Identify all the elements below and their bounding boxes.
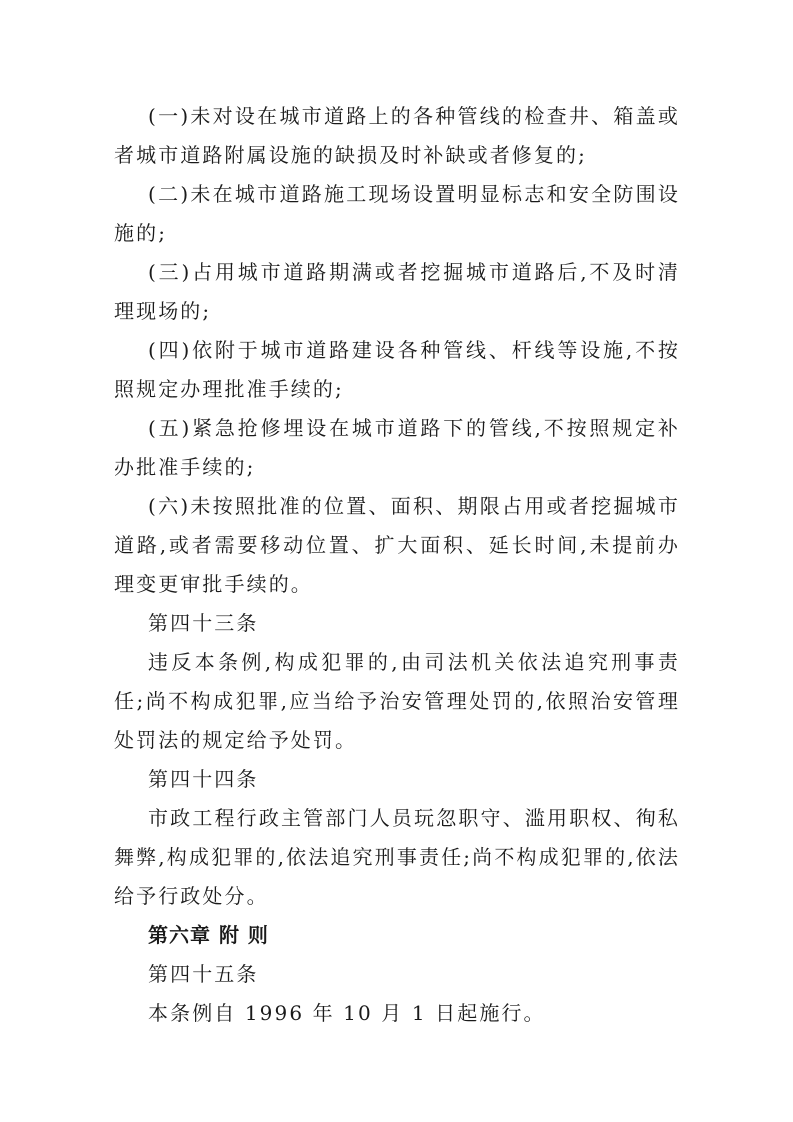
article-44-title: 第四十四条 (148, 767, 259, 791)
list-item-3: (三)占用城市道路期满或者挖掘城市道路后,不及时清理现场的; (114, 260, 680, 323)
article-43-title: 第四十三条 (148, 611, 259, 635)
article-44-body: 市政工程行政主管部门人员玩忽职守、滥用职权、徇私舞弊,构成犯罪的,依法追究刑事责任;尚不构成犯罪的,依法给予行政处分。 (114, 806, 680, 908)
article-45-body: 本条例自 1996 年 10 月 1 日起施行。 (148, 1001, 546, 1025)
document-body (114, 97, 680, 1033)
list-item-2: (二)未在城市道路施工现场设置明显标志和安全防围设施的; (114, 182, 680, 245)
list-item-4: (四)依附于城市道路建设各种管线、杆线等设施,不按照规定办理批准手续的; (114, 338, 680, 401)
article-43-body: 违反本条例,构成犯罪的,由司法机关依法追究刑事责任;尚不构成犯罪,应当给予治安管理处罚的,依照治安管理处罚法的规定给予处罚。 (114, 650, 680, 752)
list-item-6: (六)未按照批准的位置、面积、期限占用或者挖掘城市道路,或者需要移动位置、扩大面积、延长时间,未提前办理变更审批手续的。 (114, 494, 680, 596)
list-item-1: (一)未对设在城市道路上的各种管线的检查井、箱盖或者城市道路附属设施的缺损及时补缺或者修复的; (114, 104, 680, 167)
list-item-5: (五)紧急抢修埋设在城市道路下的管线,不按照规定补办批准手续的; (114, 416, 680, 479)
article-45-title: 第四十五条 (148, 962, 259, 986)
chapter-heading: 第六章 附 则 (148, 923, 269, 947)
